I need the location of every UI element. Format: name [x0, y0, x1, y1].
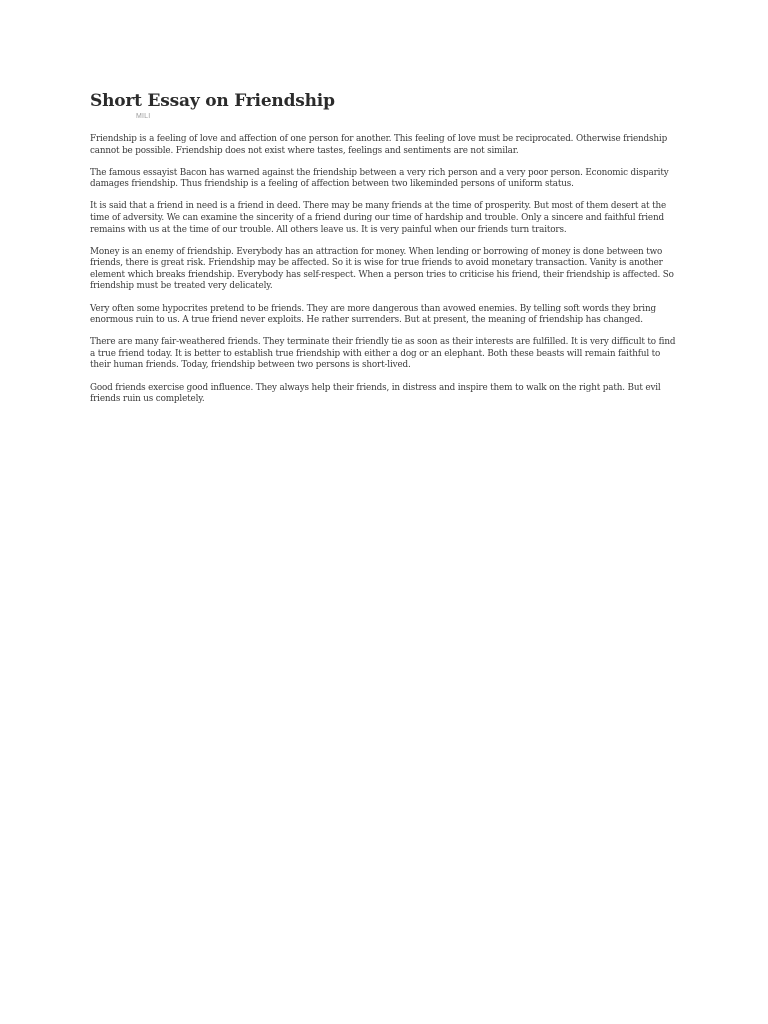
essay-body [90, 134, 680, 406]
paragraph-4: Money is an enemy of friendship. Everybody has an attraction for money. When lending or borrowing of money is done between two friends, there is great risk. Friendship may be affected. So it is wise for true friends to avoid monetary transaction. Vanity is another element which breaks friendship. Everybody has self-respect. When a person tries to criticise his friend, their friendship is affected. So friendship must be treated very delicately. [90, 246, 674, 292]
paragraph-7: Good friends exercise good influence. They always help their friends, in distress and inspire them to walk on the right path. But evil friends ruin us completely. [90, 382, 661, 405]
paragraph-6: There are many fair-weathered friends. They terminate their friendly tie as soon as their interests are fulfilled. It is very difficult to find a true friend today. It is better to establish true friendship with either a dog or an elephant. Both these beasts will remain faithful to their human friends. Today, friendship between two persons is short-lived. [90, 337, 676, 371]
paragraph-5: Very often some hypocrites pretend to be friends. They are more dangerous than avowed enemies. By telling soft words they bring enormous ruin to us. A true friend never exploits. He rather surrenders. But at present, the meaning of friendship has changed. [90, 303, 656, 326]
page-title: Short Essay on Friendship [90, 91, 335, 111]
paragraph-3: It is said that a friend in need is a friend in deed. There may be many friends at the time of prosperity. But most of them desert at the time of adversity. We can examine the sincerity of a friend during our time of hardship and trouble. Only a sincere and faithful friend remains with us at the time of our trouble. All others leave us. It is very painful when our friends turn traitors. [90, 201, 667, 235]
author-name: MILI [136, 113, 151, 120]
paragraph-2: The famous essayist Bacon has warned against the friendship between a very rich person and a very poor person. Economic disparity damages friendship. Thus friendship is a feeling of affection between two likeminded persons of uniform status. [90, 167, 669, 190]
paragraph-1: Friendship is a feeling of love and affection of one person for another. This feeling of love must be reciprocated. Otherwise friendship cannot be possible. Friendship does not exist where tastes, feelings and sentiments are not similar. [90, 134, 668, 156]
document-page [90, 90, 680, 416]
